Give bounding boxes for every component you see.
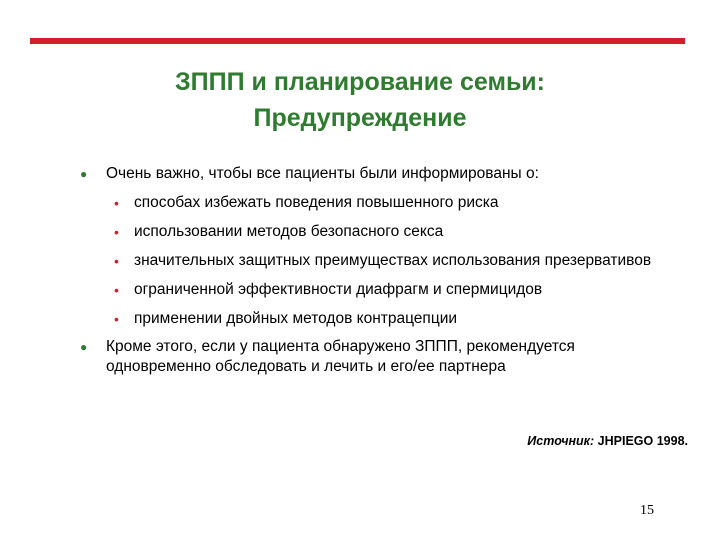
slide-content [80,164,680,387]
sub-bullet-2 [110,223,680,241]
sub-bullet-dot-icon: • [114,224,119,240]
title-line-2: Предупреждение [253,104,467,132]
sub-bullet-5-text: применении двойных методов контрацепции [134,310,458,327]
sub-bullet-dot-icon: • [114,311,119,327]
slide-title [0,64,720,136]
bullet-2 [80,337,680,377]
page-number: 15 [640,503,654,518]
bullet-1-text: Очень важно, чтобы все пациенты были информированы о: [106,165,539,182]
sub-bullet-3 [110,252,680,270]
top-rule [30,38,685,44]
bullet-1 [80,164,680,184]
title-line-1: ЗППП и планирование семьи: [174,68,546,96]
source-text: JHPIEGO 1998. [597,434,688,448]
source-label: Источник: [527,434,595,448]
sub-bullet-3-text: значительных защитных преимуществах использования презервативов [134,252,652,269]
sub-bullet-2-text: использовании методов безопасного секса [134,223,444,240]
bullet-dot-icon: ● [80,167,88,181]
sub-bullet-dot-icon: • [114,253,119,269]
sub-bullet-1 [110,194,680,212]
sub-bullet-4 [110,281,680,299]
sub-bullet-dot-icon: • [114,195,119,211]
bullet-2-text: Кроме этого, если у пациента обнаружено ЗППП, рекомендуется одновременно обследовать и лечить и его/ее партнера [106,338,575,375]
sub-bullet-4-text: ограниченной эффективности диафрагм и спермицидов [134,281,543,298]
sub-bullet-list [110,194,680,328]
sub-bullet-5 [110,310,680,328]
bullet-dot-icon: ● [80,340,88,354]
source-citation [527,434,688,448]
sub-bullet-dot-icon: • [114,282,119,298]
sub-bullet-1-text: способах избежать поведения повышенного риска [134,194,499,211]
